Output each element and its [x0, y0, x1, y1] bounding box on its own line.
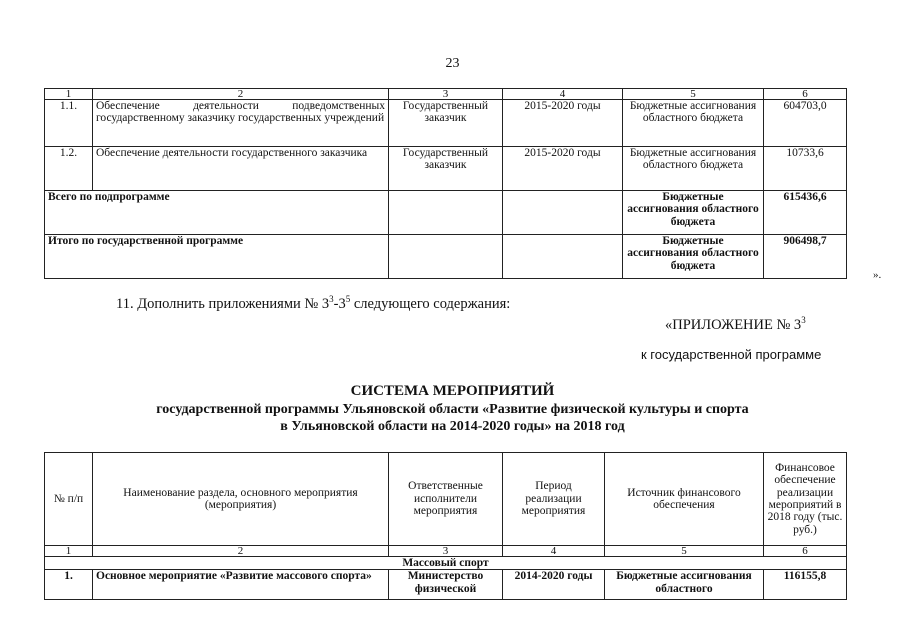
column-number: 6 [764, 89, 847, 100]
table-header-row [45, 453, 847, 546]
subprogram-total-row [45, 191, 847, 235]
section-row [45, 557, 847, 570]
amount: 906498,7 [764, 235, 847, 279]
column-number: 1 [45, 546, 93, 557]
column-header: Период реализации мероприятия [503, 453, 605, 546]
empty-cell [389, 191, 503, 235]
period: 2014-2020 годы [503, 570, 605, 600]
amount: 116155,8 [764, 570, 847, 600]
activity-name: Обеспечение деятельности государственного заказчика [93, 147, 389, 191]
table-row [45, 147, 847, 191]
amount: 604703,0 [764, 100, 847, 147]
total-label: Всего по подпрограмме [45, 191, 389, 235]
funding-source: Бюджетные ассигнования областного бюджета [623, 147, 764, 191]
amount: 10733,6 [764, 147, 847, 191]
column-number: 2 [93, 89, 389, 100]
empty-cell [389, 235, 503, 279]
table-column-numbers [45, 546, 847, 557]
column-header: Ответственные исполнители мероприятия [389, 453, 503, 546]
column-header: Финансовое обеспечение реализации мероприятий в 2018 году (тыс. руб.) [764, 453, 847, 546]
appendix-subtitle: к государственной программе [641, 347, 822, 362]
executor: Государственный заказчик [389, 147, 503, 191]
row-number: 1.1. [45, 100, 93, 147]
table-row [45, 100, 847, 147]
column-number: 3 [389, 89, 503, 100]
page-number: 23 [445, 56, 460, 71]
column-number: 1 [45, 89, 93, 100]
empty-cell [503, 191, 623, 235]
empty-cell [503, 235, 623, 279]
column-number: 5 [623, 89, 764, 100]
total-label: Итого по государственной программе [45, 235, 389, 279]
appendix-label: «ПРИЛОЖЕНИЕ № $3^3$ [665, 315, 806, 333]
table-column-numbers [45, 89, 847, 100]
system-title: СИСТЕМА МЕРОПРИЯТИЙ [350, 383, 555, 399]
column-number: 6 [764, 546, 847, 557]
funding-source: Бюджетные ассигнования областного бюджета [623, 100, 764, 147]
activity-name: Обеспечение деятельности подведомственных государственному заказчику государственных учреждений [93, 100, 389, 147]
closing-quote: ». [873, 269, 882, 281]
column-number: 4 [503, 89, 623, 100]
period: 2015-2020 годы [503, 100, 623, 147]
activity-name: Основное мероприятие «Развитие массового спорта» [93, 570, 389, 600]
system-subtitle: государственной программы Ульяновской области «Развитие физической культуры и спорта в Ульяновской области на 2014-2020 годы» на 2018 год [156, 402, 749, 434]
measures-table [44, 452, 847, 600]
table-row [45, 570, 847, 600]
funding-source: Бюджетные ассигнования областного [605, 570, 764, 600]
funding-source: Бюджетные ассигнования областного бюджета [623, 191, 764, 235]
program-total-row [45, 235, 847, 279]
column-number: 3 [389, 546, 503, 557]
amount: 615436,6 [764, 191, 847, 235]
column-number: 4 [503, 546, 605, 557]
funding-source: Бюджетные ассигнования областного бюджета [623, 235, 764, 279]
amendment-paragraph: 11. Дополнить приложениями № $3^3-3^5$ следующего содержания: [116, 294, 511, 312]
column-number: 2 [93, 546, 389, 557]
column-header: Источник финансового обеспечения [605, 453, 764, 546]
row-number: 1. [45, 570, 93, 600]
period: 2015-2020 годы [503, 147, 623, 191]
budget-table [44, 88, 847, 279]
column-header: Наименование раздела, основного мероприятия (мероприятия) [93, 453, 389, 546]
executor: Государственный заказчик [389, 100, 503, 147]
column-number: 5 [605, 546, 764, 557]
executor: Министерство физической [389, 570, 503, 600]
section-title: Массовый спорт [45, 557, 847, 570]
row-number: 1.2. [45, 147, 93, 191]
column-header: № п/п [45, 453, 93, 546]
